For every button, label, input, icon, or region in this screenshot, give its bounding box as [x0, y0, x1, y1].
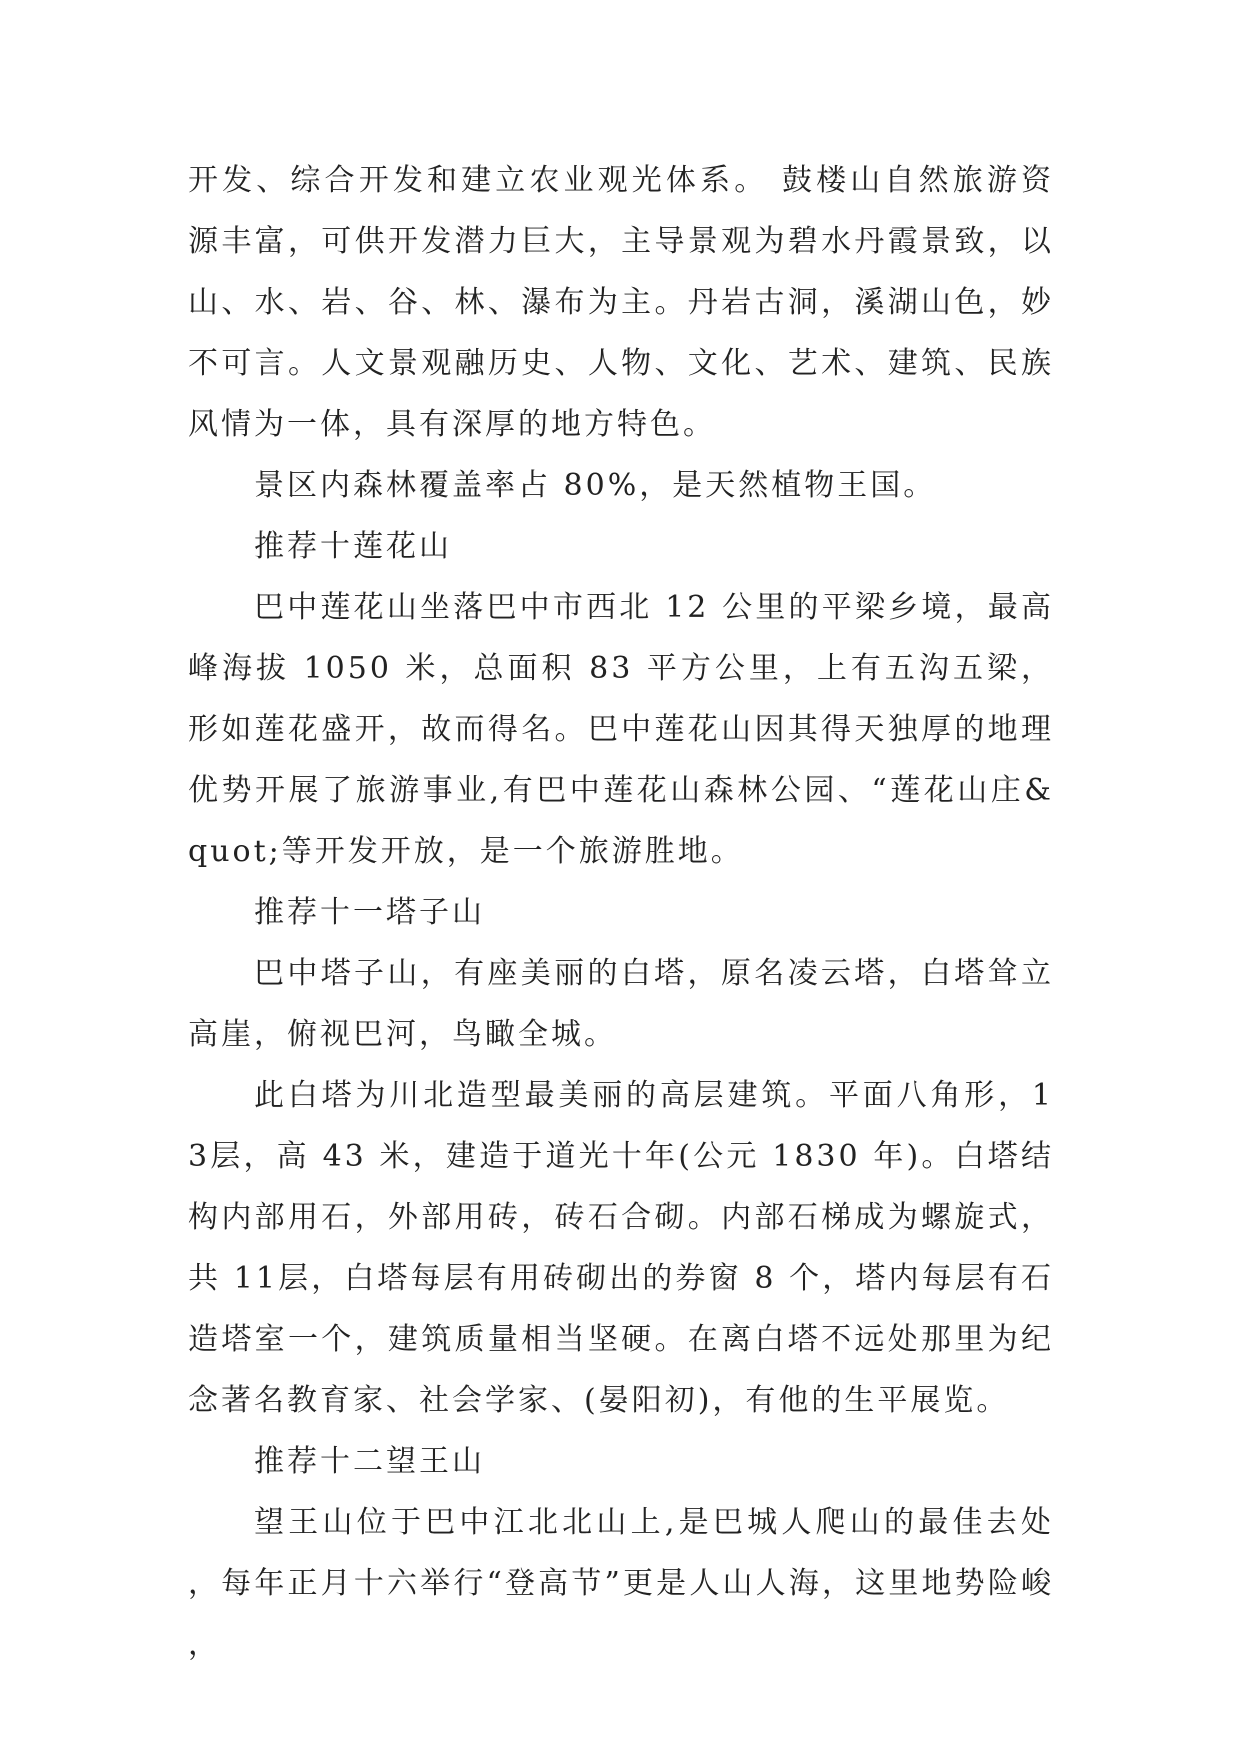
paragraph-wangwang: 望王山位于巴中江北北山上,是巴城人爬山的最佳去处，每年正月十六举行“登高节”更是人山人海，这里地势险峻， — [188, 1505, 1054, 1662]
section-heading-lianhua: 推荐十莲花山 — [254, 529, 452, 564]
paragraph-white-pagoda: 此白塔为川北造型最美丽的高层建筑。平面八角形，13层，高 43 米，建造于道光十年(公元 1830 年)。白塔结构内部用石，外部用砖，砖石合砌。内部石梯成为螺旋式，共 11层，白塔每层有用砖砌出的券窗 8 个，塔内每层有石造塔室一个，建筑质量相当坚硬。在离白塔不远处那里为纪念著名教育家、社会学家、(晏阳初)，有他的生平展览。 — [188, 1078, 1054, 1418]
paragraph-tazi-intro: 巴中塔子山，有座美丽的白塔，原名凌云塔，白塔耸立高崖，俯视巴河，鸟瞰全城。 — [188, 956, 1054, 1052]
paragraph-gulou-continuation: 开发、综合开发和建立农业观光体系。 鼓楼山自然旅游资源丰富，可供开发潜力巨大，主导景观为碧水丹霞景致，以山、水、岩、谷、林、瀑布为主。丹岩古洞，溪湖山色，妙不可言。人文景观融历史、人物、文化、艺术、建筑、民族风情为一体，具有深厚的地方特色。 — [188, 163, 1054, 442]
document-body — [188, 150, 1054, 1675]
section-heading-tazi: 推荐十一塔子山 — [254, 895, 485, 930]
paragraph-lianhua: 巴中莲花山坐落巴中市西北 12 公里的平梁乡境，最高峰海拔 1050 米，总面积 83 平方公里，上有五沟五梁，形如莲花盛开，故而得名。巴中莲花山因其得天独厚的地理优势开展了旅游事业,有巴中莲花山森林公园、“莲花山庄&quot;等开发开放，是一个旅游胜地。 — [188, 590, 1054, 869]
section-heading-wangwang: 推荐十二望王山 — [254, 1444, 485, 1479]
paragraph-forest-coverage: 景区内森林覆盖率占 80%，是天然植物王国。 — [254, 468, 937, 503]
